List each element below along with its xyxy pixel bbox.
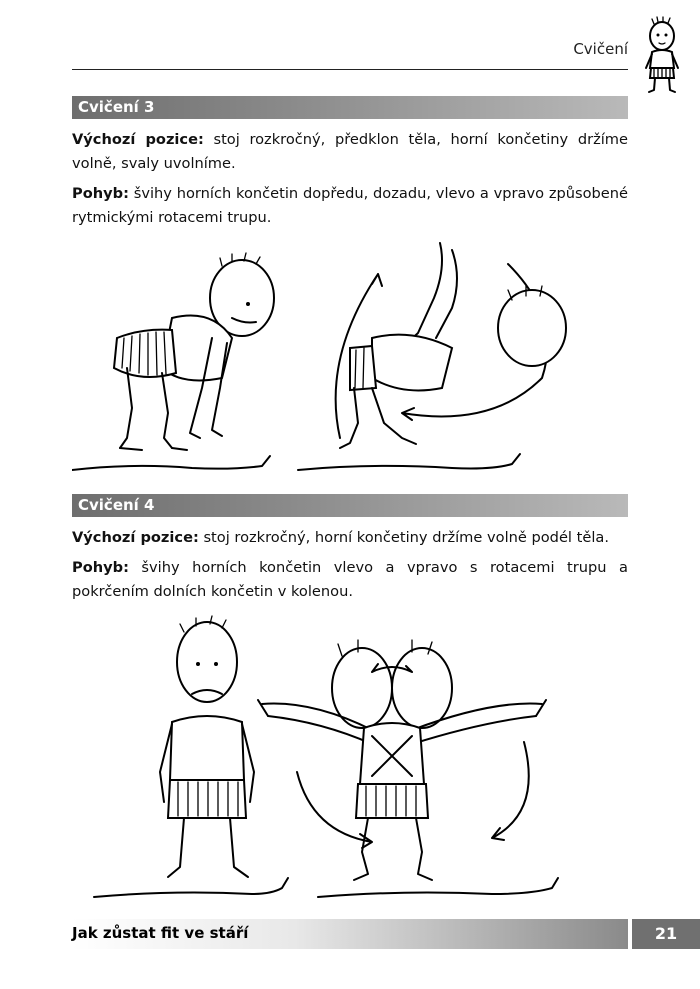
exercise-3-start-position: [72, 128, 628, 176]
start-position-label: Výchozí pozice:: [72, 131, 204, 148]
movement-label: Pohyb:: [72, 185, 129, 202]
page-number: 21: [632, 919, 700, 949]
exercise-4-movement: [72, 556, 628, 604]
start-position-text: stoj rozkročný, horní končetiny držíme volně podél těla.: [198, 529, 609, 546]
movement-text: švihy horních končetin vlevo a vpravo s rotacemi trupu a pokrčením dolních končetin v kolenou.: [72, 559, 628, 600]
exercise-3-movement: [72, 182, 628, 230]
movement-text: švihy horních končetin dopředu, dozadu, vlevo a vpravo způsobené rytmickými rotacemi trupu.: [72, 185, 628, 226]
start-position-label: Výchozí pozice:: [72, 529, 199, 546]
section-heading-exercise-4: Cvičení 4: [72, 494, 628, 517]
movement-label: Pohyb:: [72, 559, 129, 576]
section-heading-exercise-3: Cvičení 3: [72, 96, 628, 119]
figure-rotating: [298, 243, 566, 470]
exercise-3-illustration: [72, 238, 628, 478]
running-header: Cvičení: [573, 40, 628, 58]
figure-standing: [94, 616, 288, 897]
figure-twisting: [258, 640, 558, 897]
start-position-text: stoj rozkročný, předklon těla, horní končetiny držíme volně, svaly uvolníme.: [72, 131, 628, 172]
figure-bent-forward: [72, 253, 274, 470]
exercise-4-illustration: [72, 612, 628, 904]
header-rule: [72, 69, 628, 70]
footer-book-title: Jak zůstat fit ve stáří: [72, 924, 249, 942]
exercise-4-start-position: [72, 526, 628, 550]
mascot-illustration: [638, 16, 688, 96]
